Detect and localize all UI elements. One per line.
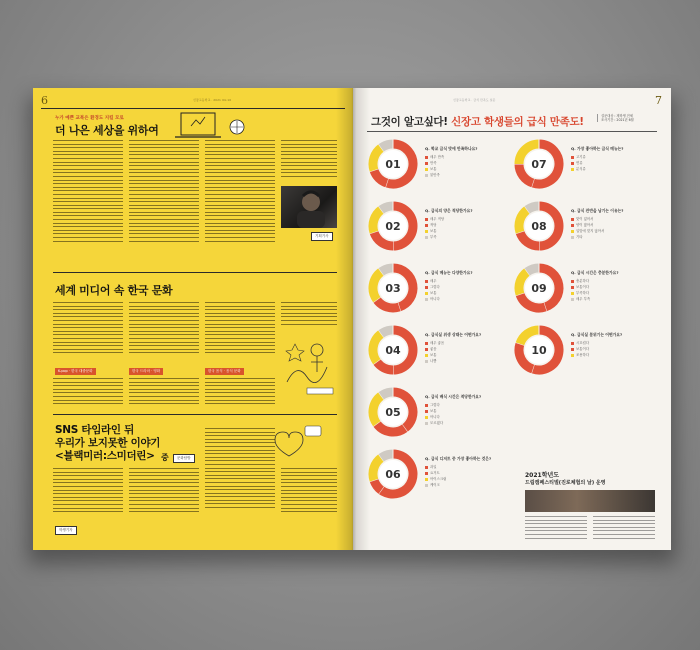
survey-donut-09	[513, 262, 565, 314]
survey-question: Q. 가장 좋아하는 급식 메뉴는?	[571, 146, 624, 151]
survey-option-label: 불만족	[430, 173, 440, 177]
survey-option	[571, 284, 589, 289]
survey-option-label: 아니다	[430, 415, 440, 419]
survey-option	[425, 420, 443, 425]
survey-option	[571, 278, 589, 283]
survey-number: 09	[531, 281, 547, 295]
body-text-s3-col-4	[281, 468, 337, 515]
survey-option	[571, 216, 593, 221]
survey-option-label: 양이 많아서	[576, 223, 594, 227]
survey-option	[571, 166, 586, 171]
survey-option	[425, 340, 444, 345]
survey-option	[425, 160, 437, 165]
legend-swatch	[571, 224, 574, 227]
headline-3-line2: 우리가 보지못한 이야기	[55, 437, 161, 449]
survey-option-label: 케이크	[430, 483, 440, 487]
survey-number: 02	[385, 219, 401, 233]
survey-option-label: 보통이다	[576, 347, 590, 351]
survey-option-label: 매우 적당	[430, 217, 445, 221]
body-text-s2-col-3b	[205, 378, 275, 407]
right-title-rule	[367, 131, 657, 132]
survey-option-label: 기타	[576, 235, 583, 239]
legend-swatch	[571, 230, 574, 233]
survey-question: Q. 급식 디저트 중 가장 좋아하는 것은?	[425, 456, 492, 461]
kicker: 누가 예쁜 교복은 환경도 지킬 모로	[55, 116, 124, 121]
legend-swatch	[571, 342, 574, 345]
survey-number: 07	[531, 157, 547, 171]
survey-option-label: 매우	[430, 279, 437, 283]
left-page-header: 신장고등학교 · 2021 Vol.10	[193, 98, 232, 102]
survey-option-label: 아니다	[430, 297, 440, 301]
red-label-3: 한국 음식 · 음식 문화	[205, 368, 244, 375]
survey-option-label: 모르겠다	[430, 421, 444, 425]
headline-1: 더 나은 세상을 위하여	[55, 124, 159, 137]
body-text-col-1	[53, 140, 123, 244]
legend-swatch	[425, 422, 428, 425]
survey-option-label: 보통	[430, 167, 437, 171]
survey-title-part2: 신장고 학생들의 급식 만족도!	[451, 116, 584, 128]
survey-donut-05	[367, 386, 419, 438]
headline-3-line3: <블랙미러:스미더린>	[55, 450, 155, 462]
survey-option-label: 좋음	[430, 347, 437, 351]
body-text-s2-col-1	[53, 302, 123, 356]
right-page	[353, 88, 671, 550]
section-rule-2	[53, 414, 337, 415]
survey-donut-02	[367, 200, 419, 252]
survey-option	[425, 234, 437, 239]
legend-swatch	[425, 472, 428, 475]
legend-swatch	[425, 224, 428, 227]
survey-option	[425, 222, 437, 227]
survey-option	[425, 352, 437, 357]
survey-option-label: 분식류	[576, 167, 586, 171]
survey-donut-10	[513, 324, 565, 376]
legend-swatch	[425, 404, 428, 407]
red-label-2: 한국 드라마 · 영화	[129, 368, 163, 375]
body-text-s2-col-3	[205, 302, 275, 356]
survey-option	[425, 346, 437, 351]
tag-2: 학생기자	[55, 526, 77, 535]
survey-question: Q. 급식의 양은 적당한가요?	[425, 208, 473, 213]
legend-swatch	[425, 156, 428, 159]
survey-option	[571, 154, 586, 159]
survey-title-part1: 그것이 알고싶다!	[371, 116, 448, 128]
survey-option	[571, 290, 589, 295]
survey-option	[425, 296, 440, 301]
survey-option-label: 적당	[430, 223, 437, 227]
survey-option	[425, 284, 440, 289]
survey-option-label: 과일	[430, 465, 437, 469]
survey-option	[425, 166, 437, 171]
survey-option-label: 매우 부족	[576, 297, 591, 301]
survey-info	[597, 114, 634, 122]
survey-option-label: 보통	[430, 291, 437, 295]
survey-donut-06	[367, 448, 419, 500]
survey-option	[425, 482, 440, 487]
survey-option-label: 고기류	[576, 155, 586, 159]
legend-swatch	[425, 298, 428, 301]
event-text-col-2	[593, 516, 655, 541]
legend-swatch	[425, 162, 428, 165]
body-text-col-2	[129, 140, 199, 244]
body-text-s2-col-4	[281, 302, 337, 327]
survey-option	[425, 216, 444, 221]
survey-option	[425, 228, 437, 233]
legend-swatch	[571, 236, 574, 239]
body-text-s2-col-2	[129, 302, 199, 356]
survey-number: 05	[385, 405, 401, 419]
survey-option	[571, 234, 583, 239]
survey-option	[571, 228, 604, 233]
legend-swatch	[571, 280, 574, 283]
survey-option-label: 면류	[576, 161, 583, 165]
survey-option	[571, 160, 583, 165]
survey-option	[425, 414, 440, 419]
survey-option-label: 매우 만족	[430, 155, 445, 159]
survey-number: 01	[385, 157, 401, 171]
right-page-number: 7	[655, 94, 662, 107]
survey-option-label: 보통	[430, 229, 437, 233]
legend-swatch	[425, 466, 428, 469]
legend-swatch	[425, 218, 428, 221]
tag-3: 문화탐방	[173, 454, 195, 463]
event-year: 2021학년도	[525, 472, 560, 479]
survey-option	[425, 358, 437, 363]
red-label-1: K-pop · 한국 대중문화	[55, 368, 96, 375]
survey-number: 08	[531, 219, 547, 233]
legend-swatch	[571, 292, 574, 295]
legend-swatch	[425, 230, 428, 233]
survey-option-label: 그렇다	[430, 403, 440, 407]
left-page	[33, 88, 353, 550]
survey-option-label: 나쁨	[430, 359, 437, 363]
body-text-s2-col-2b	[129, 378, 199, 407]
photo-figure	[281, 186, 337, 228]
survey-option-label: 입맛에 맞지 않아서	[576, 229, 605, 233]
survey-option	[425, 172, 440, 177]
legend-swatch	[571, 156, 574, 159]
legend-swatch	[571, 348, 574, 351]
survey-option-label: 조용하다	[576, 353, 590, 357]
event-text-col-1	[525, 516, 587, 541]
legend-swatch	[425, 348, 428, 351]
legend-swatch	[425, 174, 428, 177]
survey-option-label: 부족	[430, 235, 437, 239]
survey-question: Q. 학교 급식 맛에 만족하나요?	[425, 146, 478, 151]
survey-option-label: 요거트	[430, 471, 440, 475]
legend-swatch	[425, 292, 428, 295]
headline-3-line1: SNS 타임라인 뒤	[55, 424, 134, 436]
survey-question: Q. 급식 잔반을 남기는 이유는?	[571, 208, 624, 213]
body-text-col-3	[205, 140, 275, 244]
survey-option-label: 만족	[430, 161, 437, 165]
survey-number: 06	[385, 467, 401, 481]
survey-donut-07	[513, 138, 565, 190]
legend-swatch	[425, 484, 428, 487]
left-page-number: 6	[41, 94, 48, 107]
survey-question: Q. 급식실 위생 상태는 어떤가요?	[425, 332, 482, 337]
survey-title	[371, 114, 584, 129]
left-top-rule	[41, 108, 345, 109]
section-rule-1	[53, 272, 337, 273]
survey-question: Q. 급식 메뉴는 다양한가요?	[425, 270, 473, 275]
survey-option-label: 시끄럽다	[576, 341, 590, 345]
survey-option	[571, 340, 589, 345]
body-text-col-4	[281, 140, 337, 180]
survey-question: Q. 급식 시간은 충분한가요?	[571, 270, 619, 275]
headline-2: 세계 미디어 속 한국 문화	[55, 284, 173, 297]
body-text-s3-col-2	[129, 468, 199, 515]
legend-swatch	[571, 162, 574, 165]
legend-swatch	[425, 410, 428, 413]
survey-info-line1: 설문대상 : 재학생 전체	[601, 114, 633, 118]
body-text-s3-col-1	[53, 468, 123, 515]
survey-option	[571, 352, 589, 357]
survey-option	[571, 346, 589, 351]
survey-option	[425, 464, 437, 469]
legend-swatch	[425, 280, 428, 283]
survey-number: 04	[385, 343, 401, 357]
survey-option-label: 보통이다	[576, 285, 590, 289]
survey-option-label: 맛이 없어서	[576, 217, 594, 221]
legend-swatch	[425, 236, 428, 239]
legend-swatch	[571, 286, 574, 289]
legend-swatch	[425, 286, 428, 289]
survey-number: 03	[385, 281, 401, 295]
legend-swatch	[571, 168, 574, 171]
survey-option	[425, 402, 440, 407]
right-page-header: 신장고등학교 · 급식 만족도 설문	[453, 98, 496, 102]
survey-donut-04	[367, 324, 419, 376]
survey-option	[425, 476, 446, 481]
survey-option-label: 매우 좋음	[430, 341, 445, 345]
photo-person	[281, 186, 337, 228]
legend-swatch	[425, 168, 428, 171]
legend-swatch	[571, 298, 574, 301]
legend-swatch	[425, 360, 428, 363]
body-text-s3-col-3	[205, 428, 275, 511]
legend-swatch	[425, 416, 428, 419]
legend-swatch	[571, 218, 574, 221]
survey-option-label: 아이스크림	[430, 477, 447, 481]
survey-option	[571, 296, 590, 301]
legend-swatch	[571, 354, 574, 357]
doodle-illustration	[277, 332, 341, 402]
survey-option	[425, 278, 437, 283]
survey-option	[571, 222, 593, 227]
headline-3-suffix: 중	[161, 453, 169, 462]
survey-option	[425, 154, 444, 159]
tag-1: 기획기사	[311, 232, 333, 241]
survey-question: Q. 급식 배식 시간은 적당한가요?	[425, 394, 482, 399]
survey-option	[425, 408, 437, 413]
survey-option	[425, 290, 437, 295]
survey-option-label: 보통	[430, 409, 437, 413]
legend-swatch	[425, 354, 428, 357]
survey-number: 10	[531, 343, 547, 357]
survey-question: Q. 급식실 분위기는 어떤가요?	[571, 332, 623, 337]
survey-option-label: 그렇다	[430, 285, 440, 289]
survey-info-line2: 조사기간 : 2021년 6월	[601, 118, 634, 123]
survey-donut-03	[367, 262, 419, 314]
survey-option-label: 충분하다	[576, 279, 590, 283]
survey-option-label: 보통	[430, 353, 437, 357]
legend-swatch	[425, 478, 428, 481]
event-photo	[525, 490, 655, 512]
legend-swatch	[425, 342, 428, 345]
event-title: 드림캠페스티벌(진로체험의 날) 운영	[525, 480, 606, 486]
body-text-s2-col-1b	[53, 378, 123, 407]
survey-option	[425, 470, 440, 475]
survey-option-label: 부족하다	[576, 291, 590, 295]
survey-donut-01	[367, 138, 419, 190]
survey-donut-08	[513, 200, 565, 252]
